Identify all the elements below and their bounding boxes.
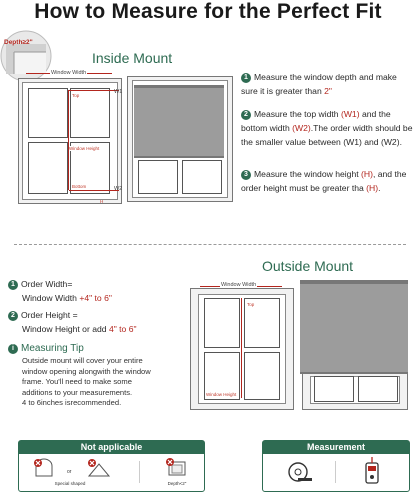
arched-window-icon xyxy=(33,458,55,478)
inside-shade-diagram xyxy=(127,76,233,202)
info-icon: i xyxy=(8,344,18,354)
order-height: 2 Order Height = Window Height or add 4" to 6" xyxy=(8,308,188,336)
order-width: 1 Order Width= Window Width +4" to 6" xyxy=(8,277,188,305)
depth-less-label: Depth<2" xyxy=(167,481,187,486)
step-number: 1 xyxy=(241,73,251,83)
measurement-heading: Measurement xyxy=(263,441,409,454)
page-title: How to Measure for the Perfect Fit xyxy=(34,0,382,23)
shallow-window-icon xyxy=(165,457,187,477)
box-divider xyxy=(335,461,336,483)
not-applicable-heading: Not applicable xyxy=(19,441,204,454)
measuring-tip: i Measuring Tip Outside mount will cover your entire window opening alongwith the window frame. You'll need to make some additions to your measurements. 4 to 6inches isrecommended. xyxy=(8,343,188,409)
top-label: Top xyxy=(72,93,80,98)
section-divider xyxy=(14,244,406,245)
not-applicable-box xyxy=(18,440,205,492)
inside-step-1: 1 Measure the window depth and make sure it is greater than 2" xyxy=(241,72,397,96)
outside-window-diagram xyxy=(190,280,294,410)
depth-label: Depth≥2" xyxy=(4,39,33,46)
roller-shade xyxy=(134,85,224,156)
h-label: H xyxy=(100,199,104,204)
window-width-label: Window Width xyxy=(51,70,87,76)
w2-label: W2 xyxy=(114,186,123,192)
roller-shade xyxy=(300,280,408,372)
triangle-window-icon xyxy=(87,458,111,478)
inside-step-3: 3 Measure the window height (H), and the order height must be greater tha (H). xyxy=(241,169,407,193)
outside-mount-heading: Outside Mount xyxy=(262,258,354,274)
top-label: Top xyxy=(247,302,255,307)
window-width-label: Window Width xyxy=(221,282,257,288)
window-height-label: Window Height xyxy=(206,392,237,397)
inside-step-2: 2 Measure the top width (W1) and the bottom width (W2).The order width should be the smaller value between (W1) and (W2). xyxy=(241,109,413,147)
w1-label: W1 xyxy=(114,89,123,95)
outside-shade-diagram xyxy=(300,280,410,410)
step-number: 3 xyxy=(241,170,251,180)
box-divider xyxy=(139,461,140,483)
tape-measure-icon xyxy=(287,460,313,486)
window-height-label: Window Height xyxy=(69,146,100,151)
inside-mount-heading: Inside Mount xyxy=(92,50,173,66)
inside-window-diagram xyxy=(18,68,122,210)
or-label: or xyxy=(67,469,72,475)
measurement-box xyxy=(262,440,410,492)
bottom-label: Bottom xyxy=(72,184,87,189)
laser-measure-icon xyxy=(361,457,383,487)
special-shaped-label: Special shaped xyxy=(54,481,86,486)
step-number: 2 xyxy=(241,110,251,120)
